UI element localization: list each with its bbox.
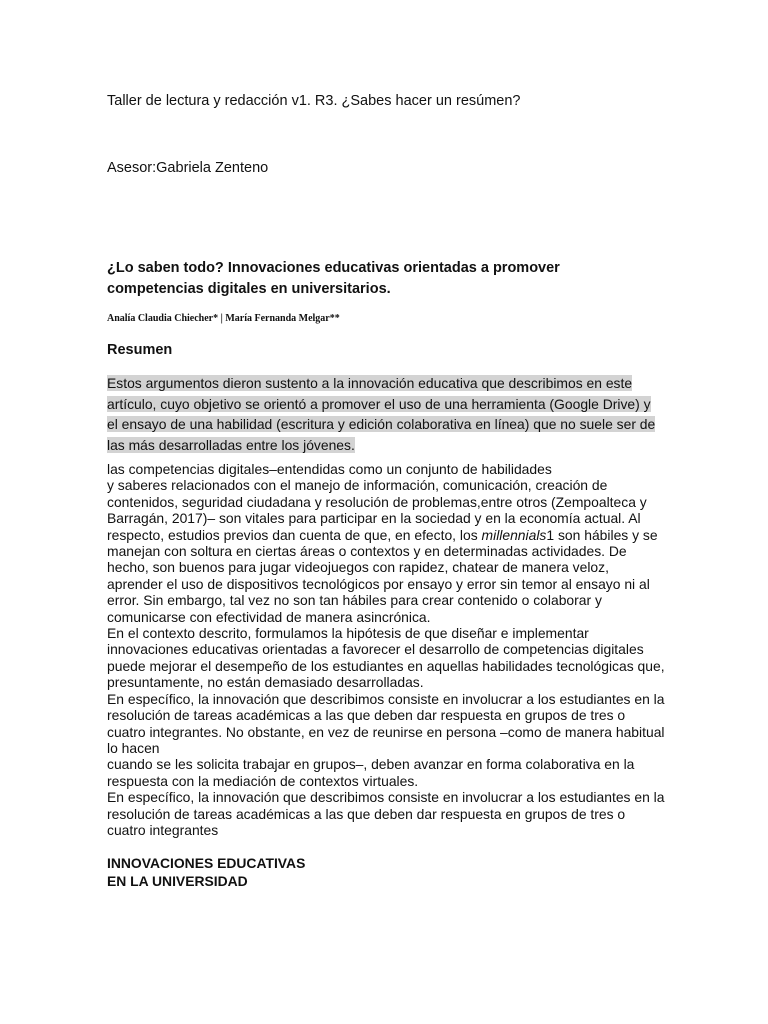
- closing-heading-line-2: EN LA UNIVERSIDAD: [107, 873, 248, 889]
- summary-body: [107, 461, 667, 838]
- body-line-end: 1 son hábiles y se: [546, 526, 658, 543]
- body-line-start: respecto, estudios previos dan cuenta de que, en efecto, los: [107, 526, 482, 543]
- body-line: cuatro integrantes: [107, 821, 219, 838]
- body-line: aprender el uso de dispositivos tecnológicos por ensayo y error sin temor al ensayo ni al: [107, 575, 650, 592]
- closing-heading: [107, 854, 305, 890]
- highlighted-line: Estos argumentos dieron sustento a la innovación educativa que describimos en este: [107, 375, 633, 391]
- body-line: manejan con soltura en ciertas áreas o contextos y en determinadas actividades. De: [107, 543, 627, 560]
- body-line: puede mejorar el desempeño de los estudiantes en aquellas habilidades tecnológicas que,: [107, 657, 665, 674]
- body-line: contenidos, seguridad ciudadana y resolución de problemas,entre otros (Zempoalteca y: [107, 493, 647, 510]
- body-line: En el contexto descrito, formulamos la hipótesis de que diseñar e implementar: [107, 625, 589, 642]
- article-title: [107, 258, 667, 300]
- body-line: hecho, son buenos para jugar videojuegos con rapidez, chatear de manera veloz,: [107, 559, 609, 576]
- body-line: comunicarse con efectividad de manera asincrónica.: [107, 608, 431, 625]
- body-line: cuatro integrantes. No obstante, en vez de reunirse en persona –como de manera habitual: [107, 723, 665, 740]
- closing-heading-line-1: INNOVACIONES EDUCATIVAS: [107, 855, 306, 871]
- article-title-line-1: ¿Lo saben todo? Innovaciones educativas orientadas a promover: [107, 260, 560, 276]
- body-line: lo hacen: [107, 739, 160, 756]
- article-authors: Analía Claudia Chiecher* | María Fernanda Melgar**: [107, 313, 340, 324]
- body-line: cuando se les solicita trabajar en grupos–, deben avanzar en forma colaborativa en la: [107, 756, 635, 773]
- body-line: Barragán, 2017)– son vitales para participar en la sociedad y en la economía actual. Al: [107, 510, 641, 527]
- advisor-line: Asesor:Gabriela Zenteno: [107, 160, 269, 176]
- italic-term: millennials: [481, 526, 547, 543]
- article-title-line-2: competencias digitales en universitarios.: [107, 281, 391, 297]
- body-line: En específico, la innovación que describimos consiste en involucrar a los estudiantes en la: [107, 789, 665, 806]
- body-line-with-italic: [107, 527, 667, 543]
- body-line: error. Sin embargo, tal vez no son tan hábiles para crear contenido o colaborar y: [107, 592, 602, 609]
- highlighted-line: el ensayo de una habilidad (escritura y edición colaborativa en línea) que no suele ser de: [107, 416, 656, 432]
- body-line: innovaciones educativas orientadas a favorecer el desarrollo de competencias digitales: [107, 641, 644, 658]
- body-line: En específico, la innovación que describimos consiste en involucrar a los estudiantes en la: [107, 690, 665, 707]
- highlighted-paragraph: [107, 373, 662, 455]
- body-line: presuntamente, no están demasiado desarrolladas.: [107, 674, 424, 691]
- body-line: resolución de tareas académicas a las que deben dar respuesta en grupos de tres o: [107, 805, 626, 822]
- highlighted-line: las más desarrolladas entre los jóvenes.: [107, 436, 355, 453]
- body-line: y saberes relacionados con el manejo de información, comunicación, creación de: [107, 477, 608, 494]
- body-line: respuesta con la mediación de contextos virtuales.: [107, 772, 419, 789]
- summary-heading: Resumen: [107, 342, 173, 358]
- course-title-line: Taller de lectura y redacción v1. R3. ¿Sabes hacer un resúmen?: [107, 93, 521, 109]
- highlighted-line: artículo, cuyo objetivo se orientó a promover el uso de una herramienta (Google Drive) y: [107, 395, 651, 412]
- body-line: las competencias digitales–entendidas como un conjunto de habilidades: [107, 461, 552, 477]
- body-line: resolución de tareas académicas a las que deben dar respuesta en grupos de tres o: [107, 707, 626, 724]
